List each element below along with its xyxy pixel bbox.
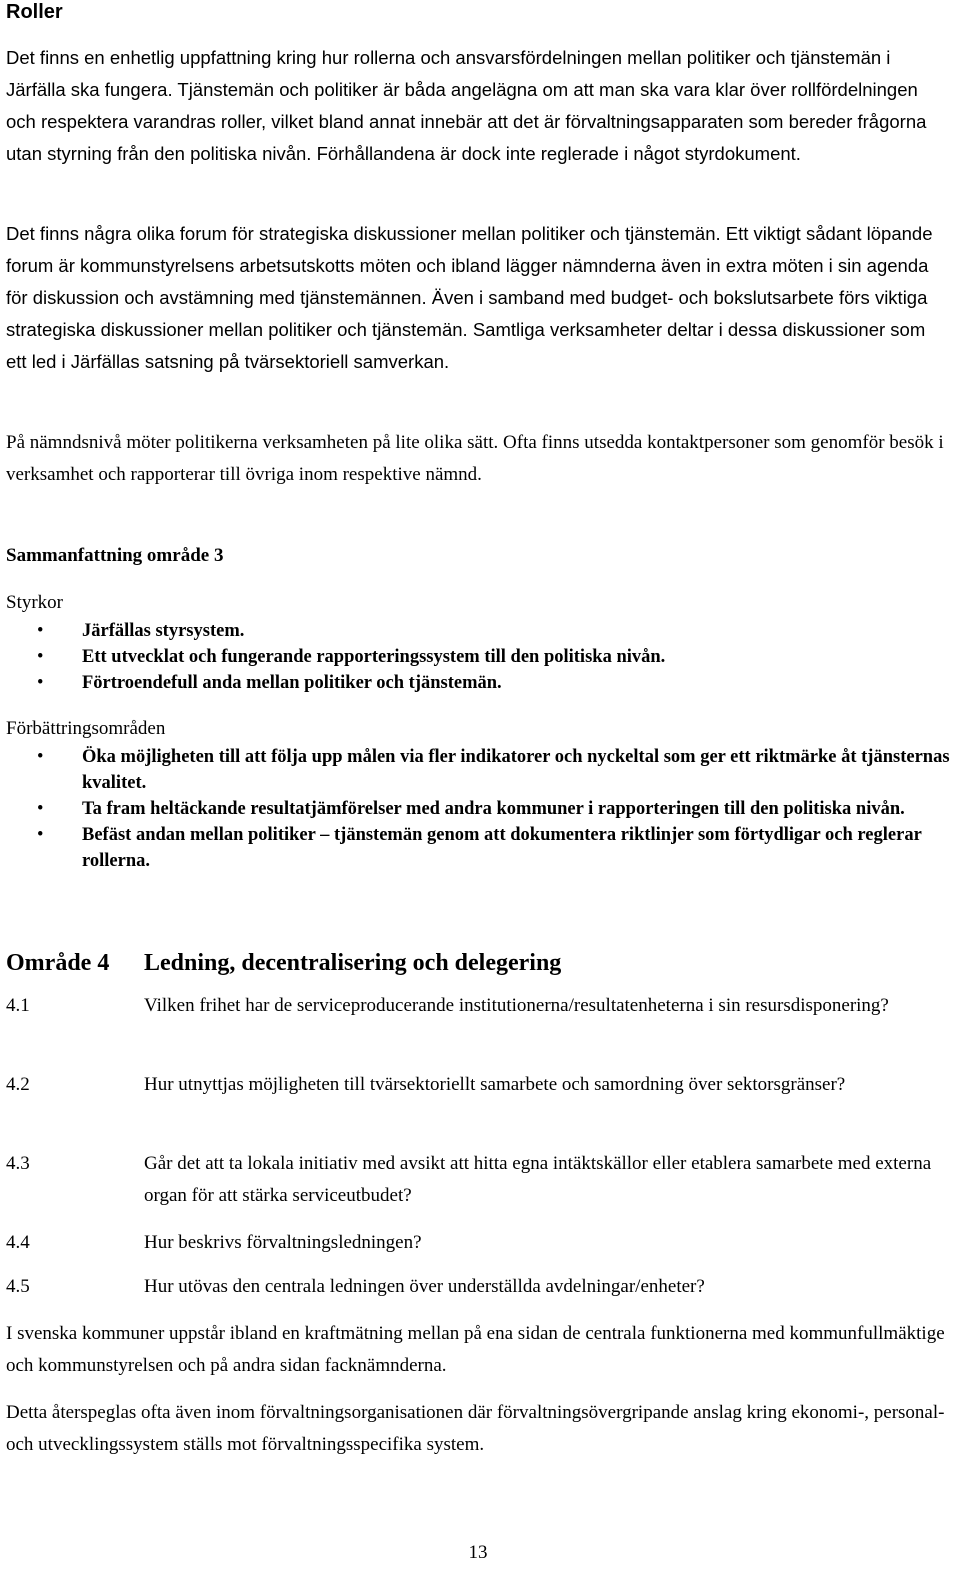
- bullet-icon: •: [37, 621, 44, 641]
- list-item: • Öka möjligheten till att följa upp målen via fler indikatorer och nyckeltal som ger ett riktmärke åt tjänsternas kvalitet.: [6, 744, 950, 796]
- closing-paragraph-1: I svenska kommuner uppstår ibland en kraftmätning mellan på ena sidan de centrala funktionerna med kommunfullmäktige och kommunstyrelsen och på andra sidan facknämnderna.: [6, 1323, 945, 1376]
- strengths-title: Styrkor: [6, 592, 63, 613]
- question-text: Hur utövas den centrala ledningen över underställda avdelningar/enheter?: [144, 1276, 705, 1297]
- summary-title: Sammanfattning område 3: [6, 545, 224, 566]
- list-item: • Järfällas styrsystem.: [6, 618, 950, 644]
- question-text: Hur utnyttjas möjligheten till tvärsektoriellt samarbete och samordning över sektorsgränser?: [144, 1074, 846, 1095]
- question-text: Vilken frihet har de serviceproducerande institutionerna/resultatenheterna i sin resursdisponering?: [144, 995, 889, 1016]
- list-item: • Förtroendefull anda mellan politiker och tjänstemän.: [6, 670, 950, 696]
- question-item: [6, 1148, 950, 1212]
- question-number: 4.5: [6, 1276, 30, 1297]
- intro-paragraph-3: På nämndsnivå möter politikerna verksamheten på lite olika sätt. Ofta finns utsedda kontaktpersoner som genomför besök i verksamhet och rapporterar till övriga inom respektive nämnd.: [6, 432, 944, 485]
- question-item: [6, 1227, 950, 1259]
- bullet-icon: •: [37, 647, 44, 667]
- area-number: Område 4: [6, 950, 110, 976]
- question-number: 4.4: [6, 1232, 30, 1253]
- bullet-icon: •: [37, 825, 44, 845]
- bullet-icon: •: [37, 747, 44, 767]
- list-item: • Befäst andan mellan politiker – tjänstemän genom att dokumentera riktlinjer som förtydligar och reglerar rollerna.: [6, 822, 950, 874]
- section-heading: Roller: [6, 1, 63, 23]
- question-text: Hur beskrivs förvaltningsledningen?: [144, 1232, 422, 1253]
- bullet-icon: •: [37, 673, 44, 693]
- strengths-list: [6, 618, 950, 696]
- intro-paragraph-2: Det finns några olika forum för strategiska diskussioner mellan politiker och tjänstemän. Ett viktigt sådant löpande forum är kommunstyrelsens arbetsutskotts möten och ibland lägger nämnderna även in extra möten i sin agenda för diskussion och avstämning med tjänstemännen. Även i samband med budget- och bokslutsarbete förs viktiga strategiska diskussioner mellan politiker och tjänstemän. Samtliga verksamheter deltar i dessa diskussioner som ett led i Järfällas satsning på tvärsektoriell samverkan.: [6, 223, 933, 372]
- question-number: 4.1: [6, 995, 30, 1016]
- question-text: Går det att ta lokala initiativ med avsikt att hitta egna intäktskällor eller etablera samarbete med externa organ för att stärka serviceutbudet?: [144, 1153, 932, 1206]
- question-number: 4.2: [6, 1074, 30, 1095]
- question-number: 4.3: [6, 1153, 30, 1174]
- bullet-icon: •: [37, 799, 44, 819]
- list-item: • Ta fram heltäckande resultatjämförelser med andra kommuner i rapporteringen till den politiska nivån.: [6, 796, 950, 822]
- question-item: [6, 1271, 950, 1303]
- page-number: 13: [468, 1542, 488, 1563]
- closing-paragraph-2: Detta återspeglas ofta även inom förvaltningsorganisationen där förvaltningsövergripande anslag kring ekonomi-, personal- och utvecklingssystem ställs mot förvaltningsspecifika system.: [6, 1402, 945, 1455]
- question-item: [6, 990, 950, 1022]
- area-title: Ledning, decentralisering och delegering: [144, 950, 562, 976]
- area-heading: [6, 950, 561, 977]
- question-item: [6, 1069, 950, 1101]
- improvements-list: [6, 744, 950, 874]
- list-item: • Ett utvecklat och fungerande rapporteringssystem till den politiska nivån.: [6, 644, 950, 670]
- intro-paragraph-1: Det finns en enhetlig uppfattning kring hur rollerna och ansvarsfördelningen mellan politiker och tjänstemän i Järfälla ska fungera. Tjänstemän och politiker är båda angelägna om att man ska vara klar över rollfördelningen och respektera varandras roller, vilket bland annat innebär att det är förvaltningsapparaten som bereder frågorna utan styrning från den politiska nivån. Förhållandena är dock inte reglerade i något styrdokument.: [6, 47, 927, 164]
- improvements-title: Förbättringsområden: [6, 718, 166, 739]
